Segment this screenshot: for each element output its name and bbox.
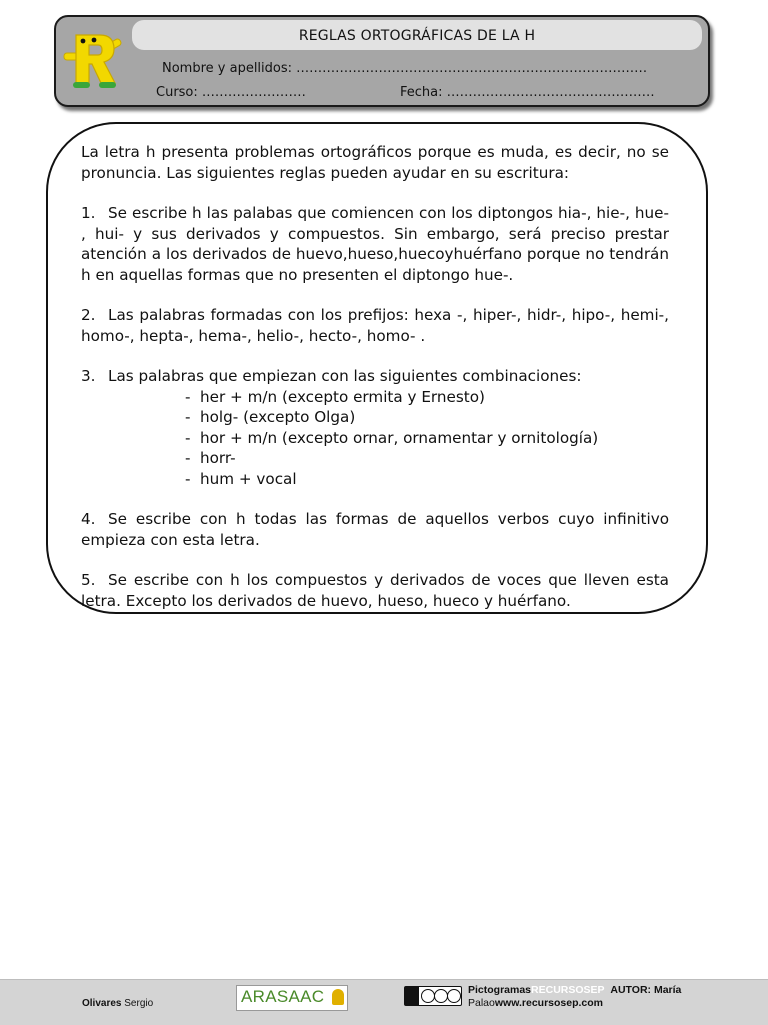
rule-text: Se escribe con h todas las formas de aquellos verbos cuyo infinitivo empieza con esta letra. bbox=[81, 510, 669, 549]
rule-number: 1. bbox=[81, 204, 96, 222]
worksheet-header bbox=[54, 15, 710, 107]
letter-r-mascot-logo bbox=[60, 27, 126, 93]
list-item: - hor + m/n (excepto ornar, ornamentar y ornitología) bbox=[185, 428, 599, 447]
rule-text: Las palabras que empiezan con las siguientes combinaciones: bbox=[108, 367, 582, 385]
creative-commons-badge-icon bbox=[404, 986, 462, 1006]
rules-content bbox=[81, 142, 669, 631]
rule-3 bbox=[81, 366, 669, 489]
rule-number: 5. bbox=[81, 571, 96, 589]
page-title: REGLAS ORTOGRÁFICAS DE LA H bbox=[298, 28, 536, 44]
arasaac-logo: ARASAAC bbox=[236, 985, 348, 1011]
rule-text: Las palabras formadas con los prefijos: hexa -, hiper-, hidr-, hipo-, hemi-, homo-, hepta-, hema-, helio-, hecto-, homo- . bbox=[81, 306, 669, 345]
rule-4 bbox=[81, 509, 669, 550]
intro-paragraph: La letra h presenta problemas ortográficos porque es muda, es decir, no se pronuncia. Las siguientes reglas pueden ayudar en su escritura: bbox=[81, 143, 669, 182]
rule-text: Se escribe h las palabas que comiencen con los diptongos hia-, hie-, hue- , hui- y sus derivados y compuestos. Sin embargo, será preciso prestar atención a los derivados de huevo,hueso,huecoyhuérfano porque no tendrán h en aquellas formas que no presenten el diptongo hue-. bbox=[81, 204, 669, 284]
list-item: - her + m/n (excepto ermita y Ernesto) bbox=[185, 387, 485, 406]
list-item: - hum + vocal bbox=[185, 469, 297, 488]
pictogram-figure-icon bbox=[332, 989, 344, 1005]
rule-number: 3. bbox=[81, 367, 96, 385]
page-footer bbox=[0, 979, 768, 1025]
curso-field-label: Curso: …………………… bbox=[156, 85, 306, 100]
combinations-list bbox=[81, 387, 669, 490]
rule-5 bbox=[81, 570, 669, 611]
name-field-label: Nombre y apellidos: ……………………………………………………………………… bbox=[162, 61, 648, 76]
list-item: - holg- (excepto Olga) bbox=[185, 408, 356, 426]
footer-credits: PictogramasRECURSOSEP AUTOR: María Palaowww.recursosep.com bbox=[468, 984, 682, 1009]
rule-1 bbox=[81, 203, 669, 285]
fecha-field-label: Fecha: ………………………………………… bbox=[400, 85, 655, 100]
author-credit: Olivares Sergio bbox=[82, 998, 154, 1009]
rule-text: Se escribe con h los compuestos y derivados de voces que lleven esta letra. Excepto los derivados de huevo, hueso, hueco y huérfano. bbox=[81, 571, 669, 610]
title-bar bbox=[132, 20, 702, 50]
list-item: - horr- bbox=[185, 449, 236, 467]
rule-number: 2. bbox=[81, 306, 96, 324]
rule-2 bbox=[81, 305, 669, 346]
rule-number: 4. bbox=[81, 510, 96, 528]
